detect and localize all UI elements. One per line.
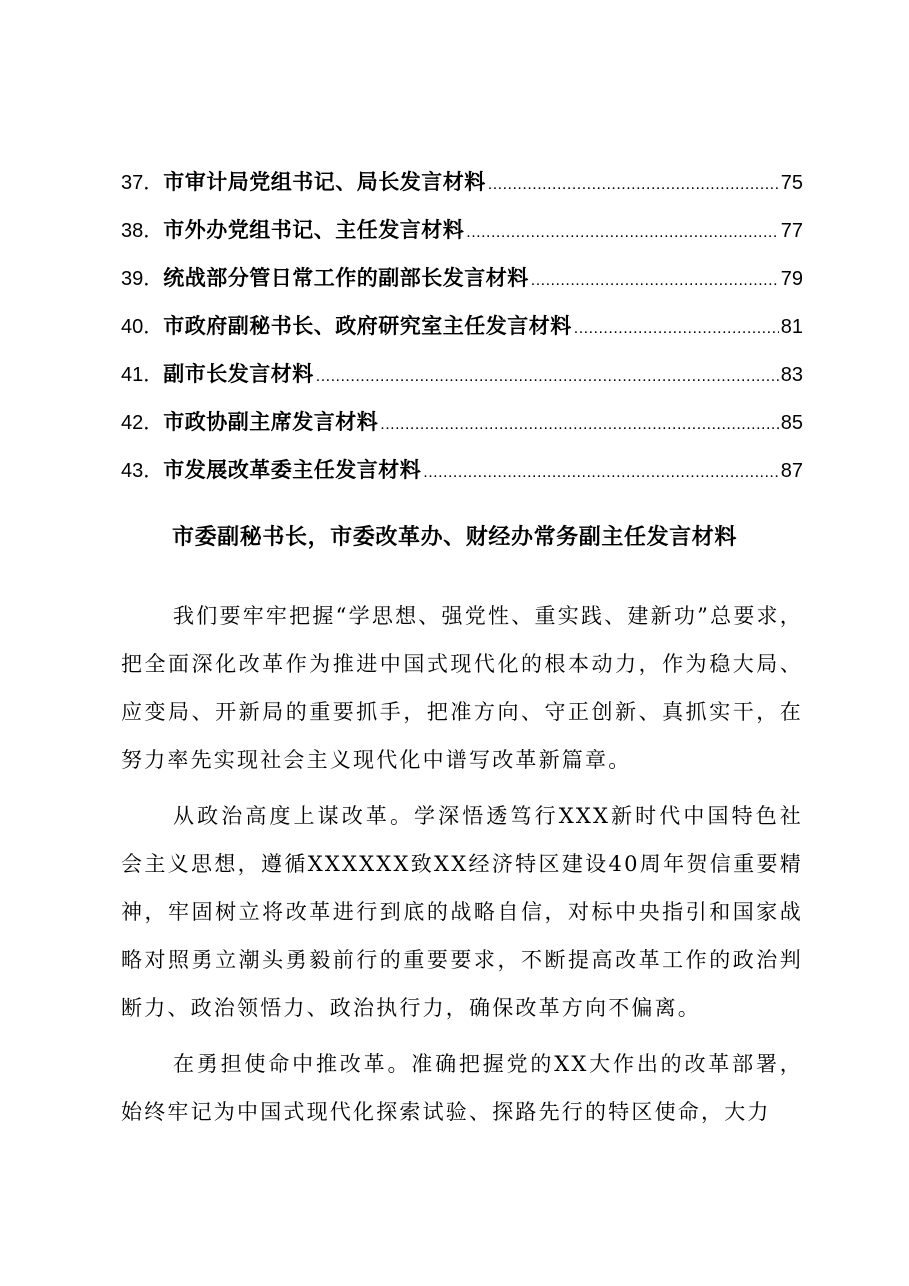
toc-entry-title: 副市长发言材料 <box>163 362 314 386</box>
toc-leader-dots <box>574 320 779 338</box>
toc-entry-number: 37． <box>121 172 164 194</box>
toc-entry-number: 39． <box>121 268 164 290</box>
toc-entry[interactable] <box>121 406 803 454</box>
toc-entry-number: 43． <box>121 460 164 482</box>
toc-entry-title: 统战部分管日常工作的副部长发言材料 <box>163 266 529 290</box>
toc-entry-page: 81 <box>780 316 803 338</box>
document-body <box>121 592 803 1144</box>
toc-entry[interactable] <box>121 310 803 358</box>
toc-entry[interactable] <box>121 454 803 502</box>
toc-leader-dots <box>488 176 779 194</box>
body-paragraph: 在勇担使命中推改革。准确把握党的XX大作出的改革部署，始终牢记为中国式现代化探索试验、探路先行的特区使命，大力 <box>121 1052 803 1124</box>
toc-entry-title: 市政协副主席发言材料 <box>163 410 379 434</box>
toc-entry-number: 40． <box>121 316 164 338</box>
toc-entry-page: 87 <box>780 460 803 482</box>
toc-entry[interactable] <box>121 262 803 310</box>
toc-leader-dots <box>531 272 779 290</box>
toc-entry-page: 79 <box>780 268 803 290</box>
toc-entry[interactable] <box>121 358 803 406</box>
document-title: 市委副秘书长，市委改革办、财经办常务副主任发言材料 <box>171 524 737 549</box>
toc-entry-title: 市发展改革委主任发言材料 <box>163 458 422 482</box>
toc-leader-dots <box>466 224 779 242</box>
toc-entry-title: 市审计局党组书记、局长发言材料 <box>163 170 486 194</box>
body-paragraph: 从政治高度上谋改革。学深悟透笃行XXX新时代中国特色社会主义思想，遵循XXXXXX致XX经济特区建设40周年贺信重要精神，牢固树立将改革进行到底的战略自信，对标中央指引和国家战略对照勇立潮头勇毅前行的重要要求，不断提高改革工作的政治判断力、政治领悟力、政治执行力，确保改革方向不偏离。 <box>121 804 803 1020</box>
toc-entry[interactable] <box>121 166 803 214</box>
toc-entry-number: 38． <box>121 220 164 242</box>
toc-entry-page: 77 <box>780 220 803 242</box>
toc-entry-page: 85 <box>780 412 803 434</box>
body-paragraph: 我们要牢牢把握“学思想、强党性、重实践、建新功”总要求，把全面深化改革作为推进中国式现代化的根本动力，作为稳大局、应变局、开新局的重要抓手，把准方向、守正创新、真抓实干，在努力率先实现社会主义现代化中谱写改革新篇章。 <box>121 604 803 772</box>
toc-entry[interactable] <box>121 214 803 262</box>
toc-leader-dots <box>316 368 779 386</box>
toc-leader-dots <box>380 416 779 434</box>
toc-entry-page: 75 <box>780 172 803 194</box>
table-of-contents <box>121 166 803 502</box>
toc-entry-number: 42． <box>121 412 164 434</box>
toc-entry-page: 83 <box>780 364 803 386</box>
toc-leader-dots <box>423 464 779 482</box>
toc-entry-title: 市外办党组书记、主任发言材料 <box>163 218 465 242</box>
toc-entry-title: 市政府副秘书长、政府研究室主任发言材料 <box>163 314 572 338</box>
toc-entry-number: 41． <box>121 364 164 386</box>
